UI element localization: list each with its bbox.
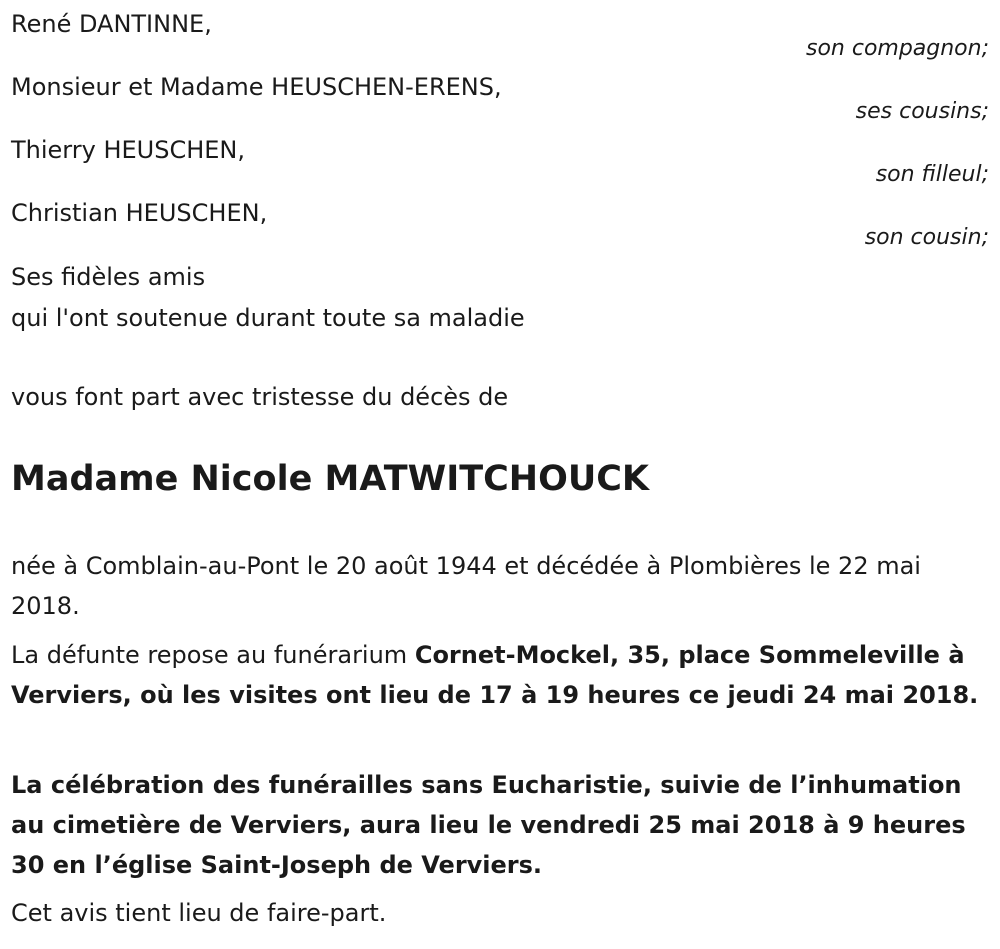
relative-role: son compagnon; — [805, 36, 989, 61]
relative-name: Christian HEUSCHEN, — [11, 199, 268, 227]
announcement-text: vous font part avec tristesse du décès de — [11, 383, 509, 411]
friends-line: qui l'ont soutenue durant toute sa maladie — [11, 304, 525, 332]
repose-details: Cornet-Mockel, 35, place Sommeleville à Verviers, où les visites ont lieu de 17 à 19 heures ce jeudi 24 mai 2018. — [11, 641, 979, 709]
birth-death-text: née à Comblain-au-Pont le 20 août 1944 et décédée à Plombières le 22 mai 2018. — [11, 552, 921, 620]
relative-name: Thierry HEUSCHEN, — [11, 136, 246, 164]
relative-role: son filleul; — [875, 162, 989, 187]
relative-entry — [11, 63, 991, 126]
relative-entry — [11, 126, 991, 189]
friends-line: Ses fidèles amis — [11, 263, 206, 291]
relative-entry — [11, 189, 991, 252]
repose-paragraph — [11, 635, 986, 715]
relative-name: Monsieur et Madame HEUSCHEN-ERENS, — [11, 73, 502, 101]
ceremony-paragraph: La célébration des funérailles sans Eucharistie, suivie de l’inhumation au cimetière de Verviers, aura lieu le vendredi 25 mai 2018 à 9 heures 30 en l’église Saint-Joseph de Verviers. — [11, 771, 966, 879]
relative-entry — [11, 0, 991, 63]
deceased-name: Madame Nicole MATWITCHOUCK — [11, 459, 650, 499]
closing-text: Cet avis tient lieu de faire-part. — [11, 899, 387, 927]
relative-role: son cousin; — [864, 225, 989, 250]
relative-role: ses cousins; — [855, 99, 989, 124]
relative-name: René DANTINNE, — [11, 10, 212, 38]
repose-intro: La défunte repose au funérarium — [11, 641, 415, 669]
